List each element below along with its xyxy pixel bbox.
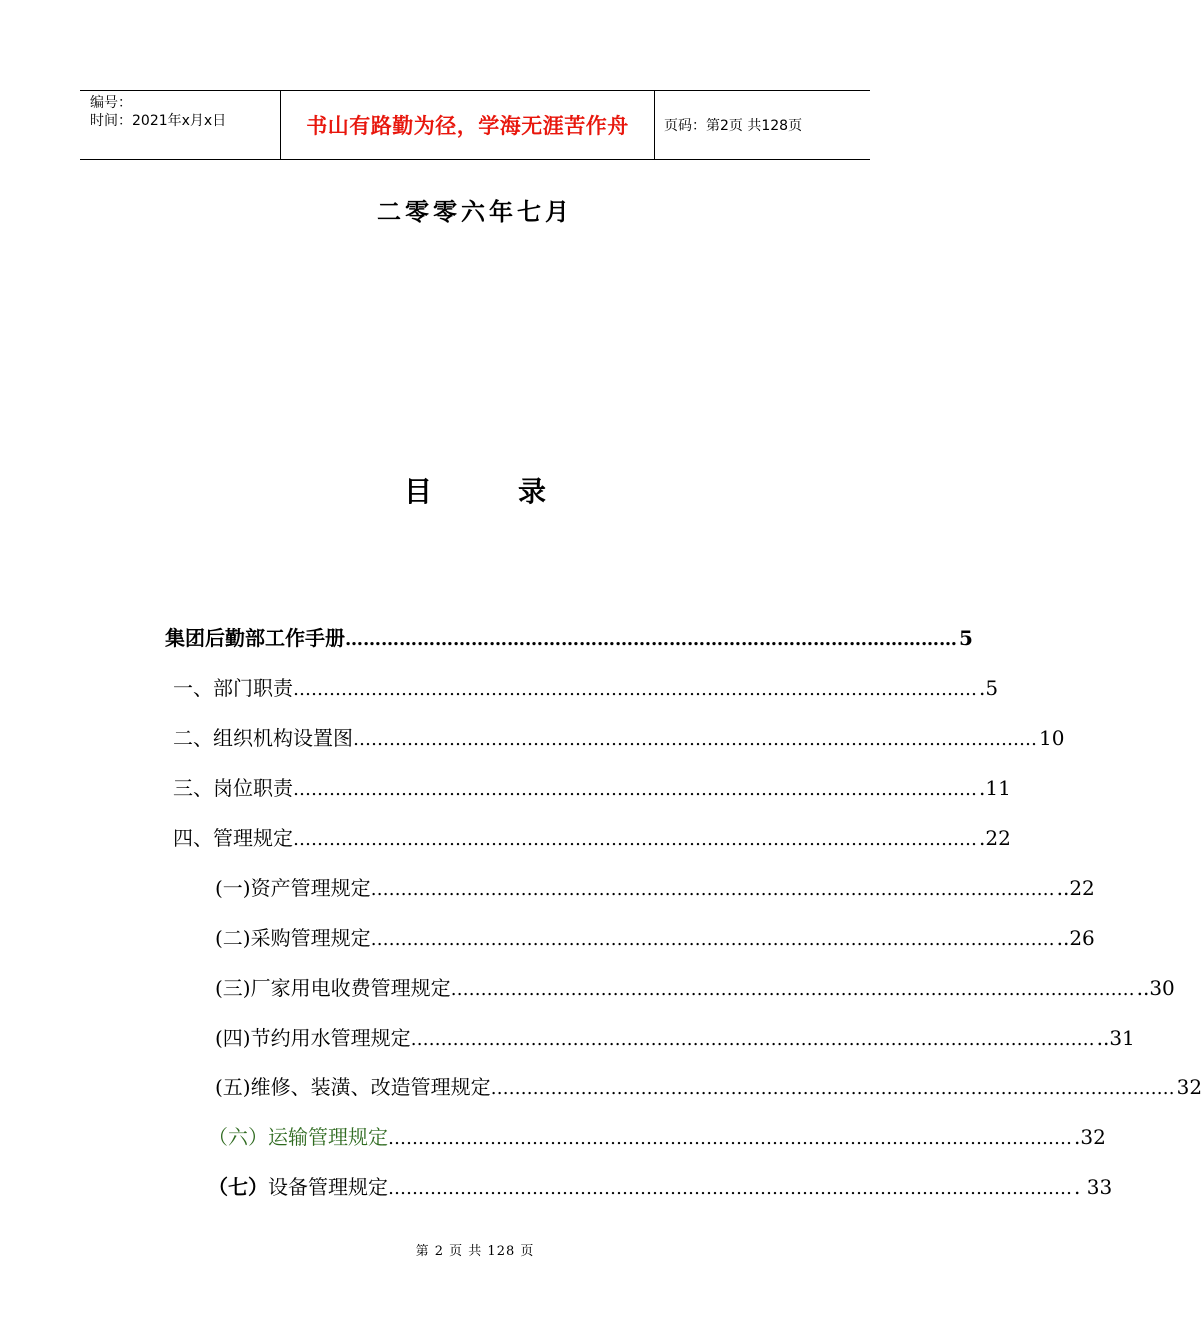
toc-entry-org-chart[interactable]: [173, 722, 1065, 752]
toc-entry-page: .11: [979, 776, 1011, 800]
toc-entry-number: (二): [215, 926, 251, 950]
toc-leader: ……………………………………………………………………………………………………: [370, 879, 1055, 900]
toc-entry-page: ..31: [1096, 1026, 1135, 1050]
toc-title: 目录: [403, 475, 632, 508]
toc-leader: ……………………………………………………………………………………………………: [293, 679, 977, 700]
toc-entry-positions[interactable]: [173, 772, 1011, 802]
toc-entry-handbook[interactable]: [147, 622, 973, 652]
toc-entry-number: (四): [215, 1026, 251, 1050]
toc-entry-purchasing[interactable]: [215, 922, 1095, 952]
toc-entry-title: 三、岗位职责: [173, 776, 293, 800]
toc-entry-page: .32: [1074, 1125, 1106, 1149]
toc-entry-title: 资产管理规定: [250, 876, 371, 900]
toc-leader: ……………………………………………………………………………………………………: [410, 1029, 1095, 1050]
page-footer: 第 2 页 共 128 页: [415, 1244, 535, 1259]
toc-entry-number: (三): [215, 976, 251, 1000]
toc-entry-page: 10: [1039, 726, 1065, 750]
toc-entry-page: . 33: [1074, 1175, 1113, 1199]
toc-leader: ……………………………………………………………………………………………………: [450, 979, 1135, 1000]
toc-entry-regulations[interactable]: [173, 822, 1011, 852]
toc-leader: ……………………………………………………………………………………………………: [353, 729, 1037, 750]
toc-entry-number: （七）: [208, 1175, 268, 1199]
toc-leader: ……………………………………………………………………………………………………: [388, 1178, 1072, 1199]
serial-label: 编号：: [90, 95, 132, 111]
toc-entry-number: （六）: [208, 1125, 268, 1149]
toc-entry-transport[interactable]: [208, 1121, 1106, 1151]
time-label: 时间：2021年x月x日: [90, 113, 227, 129]
toc-entry-page: ..30: [1136, 976, 1175, 1000]
toc-entry-title: 设备管理规定: [268, 1175, 388, 1199]
header-motto: 书山有路勤为径，学海无涯苦作舟: [281, 91, 655, 159]
toc-leader: …………………………………………………………………………………………: [345, 629, 957, 650]
toc-entry-number: (五): [215, 1075, 251, 1099]
toc-entry-assets[interactable]: [215, 872, 1095, 902]
toc-entry-page: ..22: [1056, 876, 1095, 900]
toc-entry-title: 四、管理规定: [173, 826, 293, 850]
toc-leader: ……………………………………………………………………………………………………: [293, 829, 977, 850]
toc-entry-title: 集团后勤部工作手册: [165, 626, 345, 650]
toc-entry-title: 一、部门职责: [173, 676, 293, 700]
toc-entry-page: .22: [979, 826, 1011, 850]
toc-entry-title: 维修、装潢、改造管理规定: [250, 1075, 491, 1099]
toc-entry-water[interactable]: [215, 1022, 1135, 1052]
toc-entry-number: (一): [215, 876, 251, 900]
toc-entry-page: 32: [1176, 1075, 1202, 1099]
toc-entry-title: 厂家用电收费管理规定: [250, 976, 451, 1000]
toc-entry-title: 节约用水管理规定: [250, 1026, 411, 1050]
toc-entry-title: 采购管理规定: [250, 926, 371, 950]
toc-entry-equipment[interactable]: [208, 1171, 1113, 1201]
toc-entry-page: ..26: [1056, 926, 1095, 950]
toc-entry-electricity[interactable]: [215, 972, 1175, 1002]
toc-entry-title: 运输管理规定: [268, 1125, 388, 1149]
toc-entry-page: .5: [979, 676, 999, 700]
toc-entry-duties[interactable]: [173, 672, 999, 702]
toc-entry-maintenance[interactable]: [215, 1071, 1202, 1101]
toc-leader: ……………………………………………………………………………………………………: [490, 1078, 1175, 1099]
toc-entry-page: 5: [959, 626, 973, 650]
header-page-info: 页码：第2页 共128页: [664, 118, 803, 134]
toc-entry-title: 二、组织机构设置图: [173, 726, 353, 750]
toc-leader: ……………………………………………………………………………………………………: [370, 929, 1055, 950]
toc-leader: ……………………………………………………………………………………………………: [388, 1128, 1072, 1149]
date-heading: 二零零六年七月: [377, 197, 573, 226]
toc-leader: ……………………………………………………………………………………………………: [293, 779, 977, 800]
